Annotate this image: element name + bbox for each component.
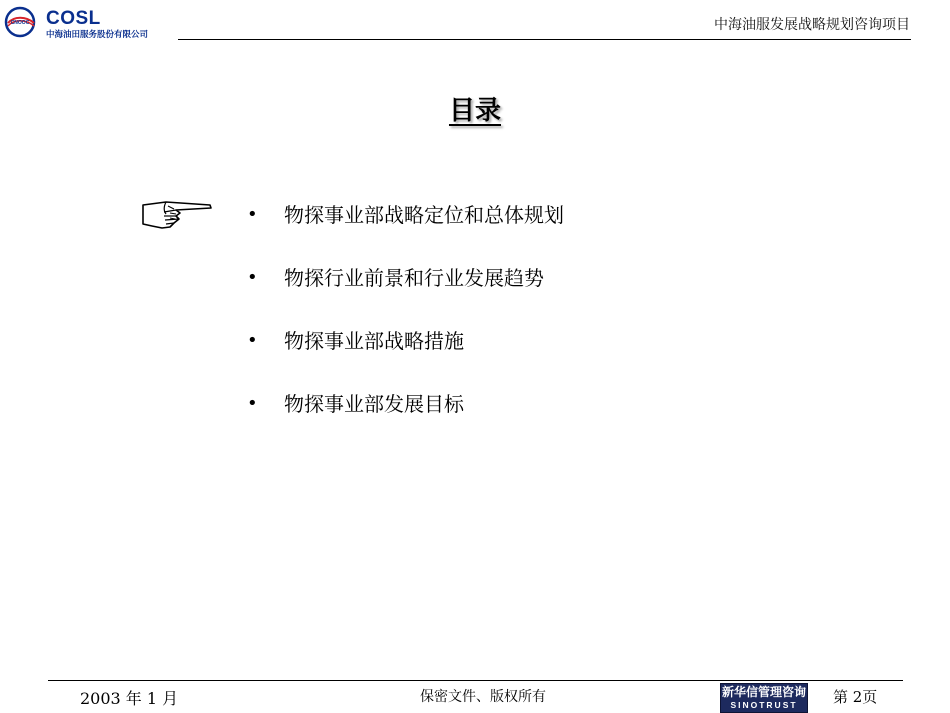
toc-item: [244, 324, 564, 387]
cnooc-mark-text: CNOOC: [10, 20, 30, 26]
sinotrust-logo-en: SINOTRUST: [730, 700, 798, 710]
bullet: •: [247, 330, 258, 351]
page-number: 第 2页: [833, 688, 878, 706]
toc-item-label: 物探事业部战略措施: [284, 329, 464, 353]
footer-date: 2003 年 1 月: [80, 689, 179, 708]
sinotrust-logo-cn: 新华信管理咨询: [721, 685, 806, 699]
cnooc-emblem-icon: [4, 6, 44, 38]
sinotrust-logo: [720, 683, 808, 713]
bullet: •: [247, 393, 258, 414]
page-title: 目录: [448, 96, 501, 126]
logo-subtitle: 中海油田服务股份有限公司: [46, 30, 149, 40]
toc-list: [244, 198, 564, 450]
bullet: •: [247, 267, 258, 288]
logo-name: COSL: [46, 8, 101, 29]
toc-item: [244, 198, 564, 261]
header-divider: [178, 39, 911, 40]
toc-item: [244, 261, 564, 324]
toc-item: [244, 387, 564, 450]
toc-item-label: 物探事业部战略定位和总体规划: [284, 203, 564, 227]
project-title: 中海油服发展战略规划咨询项目: [714, 17, 910, 33]
bullet: •: [247, 204, 258, 225]
confidential-notice: 保密文件、版权所有: [420, 689, 546, 705]
toc-item-label: 物探事业部发展目标: [284, 392, 464, 416]
footer-divider: [48, 680, 903, 681]
pointing-hand-icon: [140, 196, 214, 230]
cosl-logo: [4, 6, 179, 38]
toc-item-label: 物探行业前景和行业发展趋势: [284, 266, 544, 290]
